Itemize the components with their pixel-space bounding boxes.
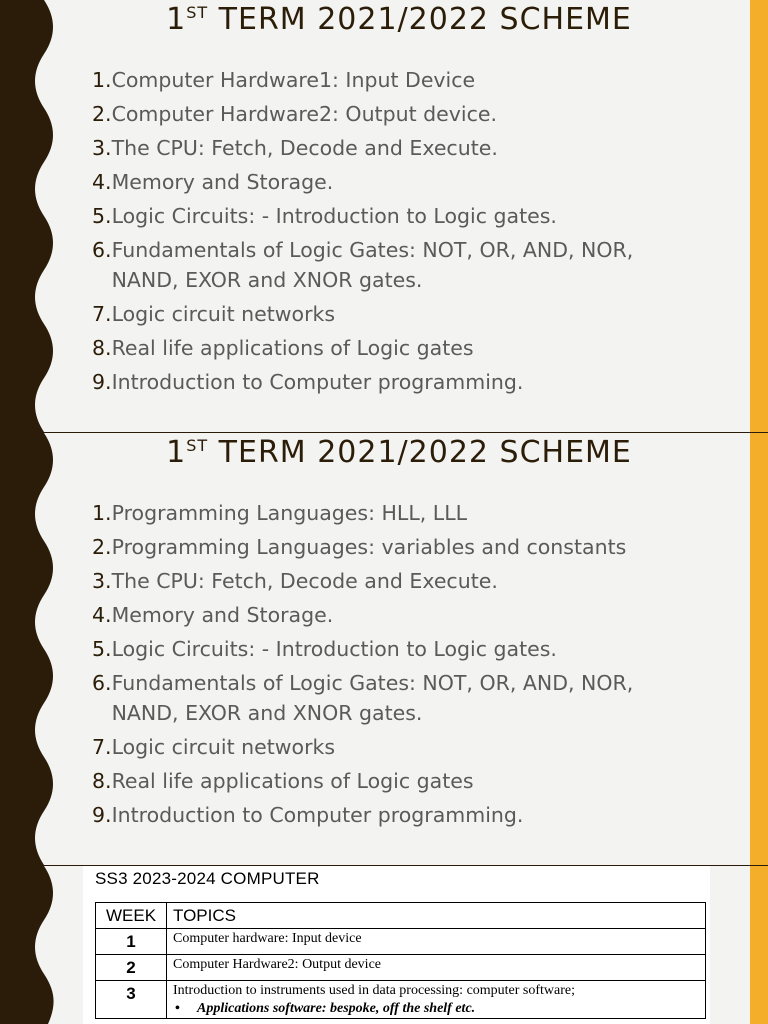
list-item: 4. Memory and Storage. (92, 603, 334, 627)
list-item: 8. Real life applications of Logic gates (92, 335, 474, 360)
list-item: 5. Logic Circuits: - Introduction to Logic gates. (92, 204, 557, 228)
topic-cell (167, 981, 706, 1019)
table-row (96, 955, 706, 981)
document-image (83, 866, 710, 1024)
wavy-border-decoration (0, 433, 58, 865)
list-item: 4. Memory and Storage. (92, 170, 334, 194)
list-item: 7. Logic circuit networks (92, 301, 336, 326)
list-item: 7. Logic circuit networks (92, 734, 336, 759)
list-item: 2. Computer Hardware2: Output device. (92, 102, 498, 126)
topic-list (92, 66, 698, 402)
wavy-border-decoration (0, 866, 58, 1024)
slide-2 (0, 433, 768, 865)
list-item: 6. Fundamentals of Logic Gates: NOT, OR, AND, NOR, NAND, EXOR and XNOR gates. (92, 671, 634, 725)
accent-band (750, 433, 768, 865)
slide-title: 1ST TERM 2021/2022 SCHEME (166, 2, 632, 37)
week-cell: 2 (96, 955, 167, 981)
list-item: 1. Programming Languages: HLL, LLL (92, 501, 468, 525)
topic-cell: Computer hardware: Input device (167, 929, 706, 955)
document-title: SS3 2023-2024 COMPUTER (95, 869, 320, 888)
topic-text: Introduction to instruments used in data processing: computer software; (173, 983, 576, 998)
bullet-icon: • (175, 1001, 180, 1016)
list-item: 2. Programming Languages: variables and constants (92, 535, 627, 559)
table-row (96, 929, 706, 955)
column-header-topics: TOPICS (167, 903, 706, 929)
week-cell: 1 (96, 929, 167, 955)
wavy-border-decoration (0, 0, 58, 432)
list-item: 9. Introduction to Computer programming. (92, 802, 524, 827)
list-item: 3. The CPU: Fetch, Decode and Execute. (92, 569, 498, 593)
list-item: 5. Logic Circuits: - Introduction to Logic gates. (92, 637, 557, 661)
accent-band (750, 0, 768, 432)
list-item: 8. Real life applications of Logic gates (92, 768, 474, 793)
slide-1 (0, 0, 768, 432)
accent-band (750, 866, 768, 1024)
table-row (96, 981, 706, 1019)
column-header-week: WEEK (96, 903, 167, 929)
list-item: 1. Computer Hardware1: Input Device (92, 68, 476, 92)
list-item: 6. Fundamentals of Logic Gates: NOT, OR, AND, NOR, NAND, EXOR and XNOR gates. (92, 238, 634, 292)
list-item: 3. The CPU: Fetch, Decode and Execute. (92, 136, 498, 160)
topic-cell: Computer Hardware2: Output device (167, 955, 706, 981)
week-cell: 3 (96, 981, 167, 1019)
slide-3 (0, 866, 768, 1024)
slide-title: 1ST TERM 2021/2022 SCHEME (166, 435, 632, 470)
list-item: 9. Introduction to Computer programming. (92, 369, 524, 394)
topic-bullet: • Applications software: bespoke, off the shelf etc. (175, 1001, 476, 1016)
scheme-table (95, 902, 706, 1019)
topic-list (92, 499, 698, 835)
